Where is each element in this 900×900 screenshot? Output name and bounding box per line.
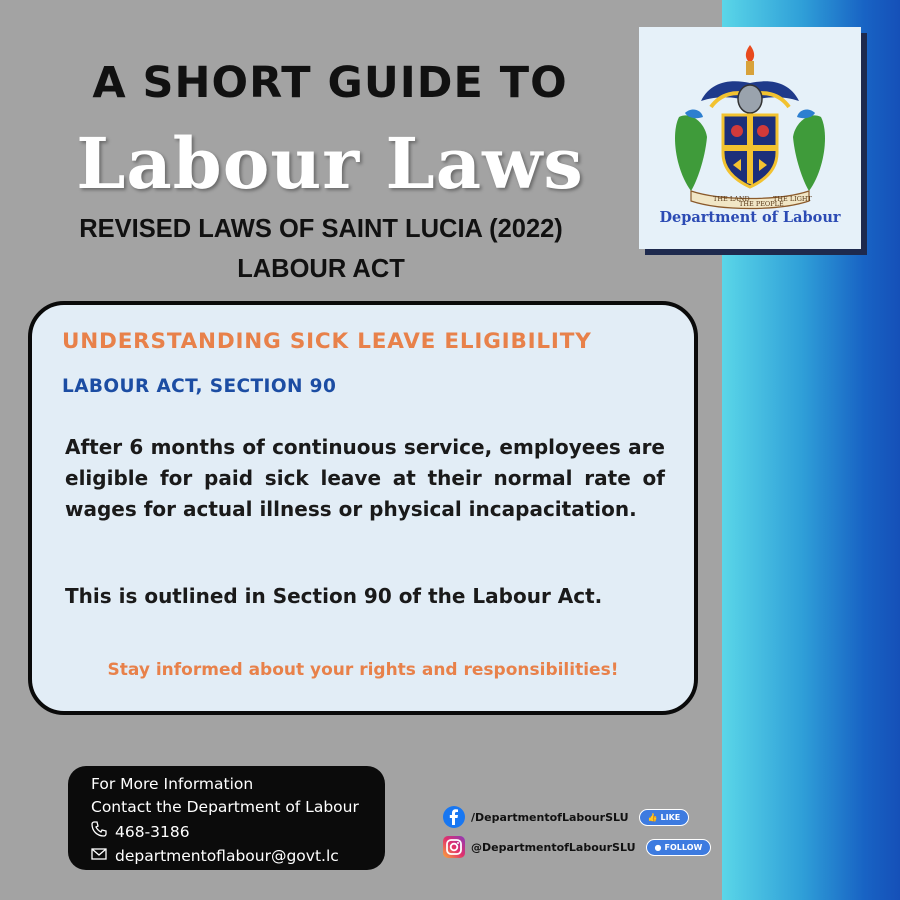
contact-phone: 468-3186 <box>115 823 190 841</box>
instagram-follow-button[interactable]: ● FOLLOW <box>646 839 712 856</box>
motto-center: THE PEOPLE <box>739 200 784 208</box>
motto-right: THE LIGHT <box>773 195 812 203</box>
sick-leave-info-card <box>28 301 698 715</box>
facebook-handle: /DepartmentofLabourSLU <box>471 810 629 824</box>
card-body-text: After 6 months of continuous service, employees are eligible for paid sick leave at their normal rate of wages for actual illness or physical incapacitation. <box>65 435 665 521</box>
person-icon: ● <box>654 842 662 852</box>
card-call-to-action: Stay informed about your rights and responsibilities! <box>107 660 619 680</box>
department-logo-card <box>639 27 861 249</box>
guide-act-name: LABOUR ACT <box>237 255 405 283</box>
card-note: This is outlined in Section 90 of the Labour Act. <box>65 584 603 608</box>
contact-info-box <box>68 766 385 870</box>
facebook-like-button[interactable]: 👍 LIKE <box>639 809 690 826</box>
guide-subtitle: REVISED LAWS OF SAINT LUCIA (2022) <box>79 215 563 243</box>
facebook-row[interactable] <box>443 805 689 829</box>
contact-department: Contact the Department of Labour <box>91 798 359 816</box>
card-subheading: LABOUR ACT, SECTION 90 <box>62 376 337 397</box>
guide-title-big: Labour Laws <box>76 122 584 205</box>
email-icon <box>91 845 109 865</box>
phone-icon <box>91 821 109 841</box>
motto-left: THE LAND <box>713 195 750 203</box>
contact-email: departmentoflabour@govt.lc <box>115 847 339 865</box>
instagram-icon <box>443 836 465 858</box>
instagram-row[interactable] <box>443 835 711 859</box>
coat-of-arms-icon <box>661 41 839 211</box>
contact-heading: For More Information <box>91 775 254 793</box>
guide-title-small: A SHORT GUIDE TO <box>92 58 568 108</box>
instagram-handle: @DepartmentofLabourSLU <box>471 840 636 854</box>
contact-email-row[interactable] <box>91 845 339 865</box>
thumbs-up-icon: 👍 <box>647 812 658 822</box>
contact-phone-row[interactable] <box>91 821 190 841</box>
facebook-icon <box>443 806 465 828</box>
card-heading: UNDERSTANDING SICK LEAVE ELIGIBILITY <box>62 329 592 354</box>
department-label: Department of Labour <box>659 209 841 226</box>
